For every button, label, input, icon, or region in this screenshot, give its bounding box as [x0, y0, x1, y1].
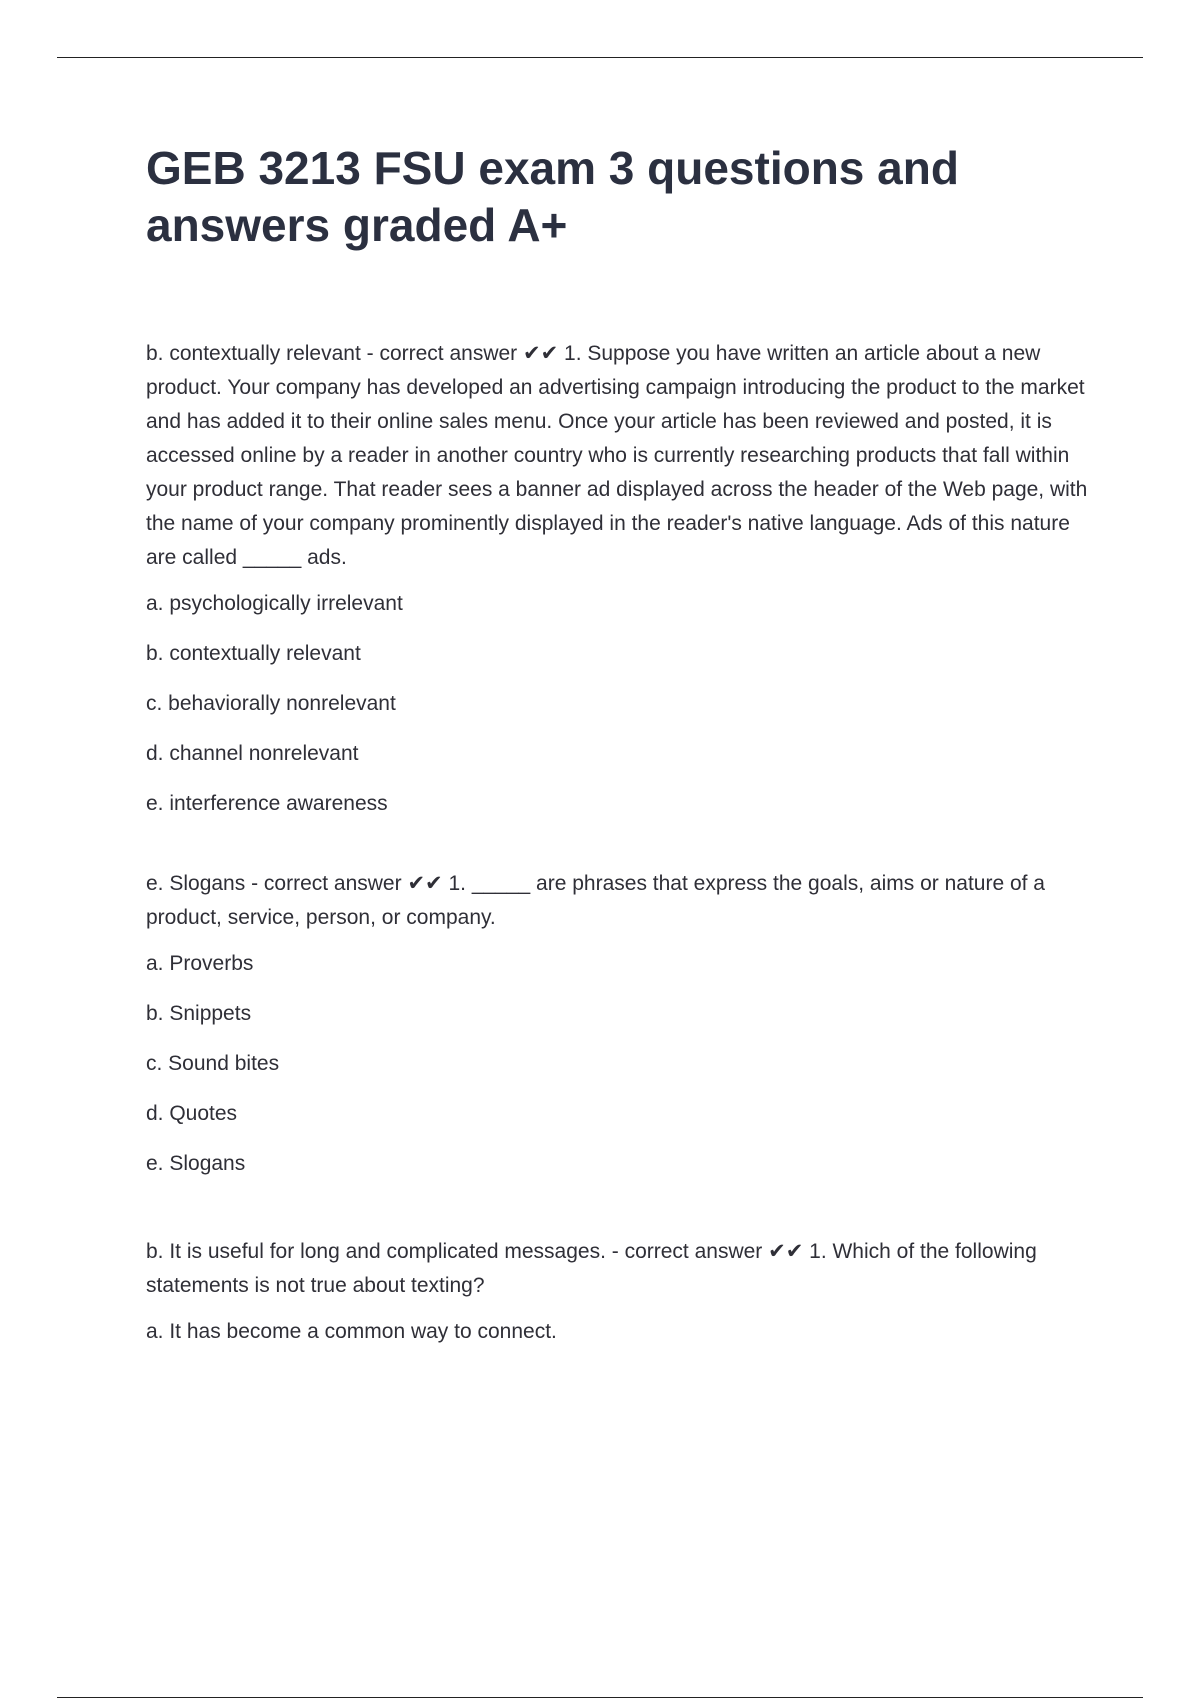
question-text: e. Slogans - correct answer ✔✔ 1. _____ are phrases that express the goals, aims or nature of a product, service, person, or company.: [146, 872, 1045, 929]
answer-option: d. channel nonrelevant: [146, 742, 359, 765]
bottom-rule: [57, 1697, 1143, 1698]
answer-option: b. Snippets: [146, 1002, 252, 1025]
answer-option: a. psychologically irrelevant: [146, 592, 403, 615]
answer-option: a. It has become a common way to connect.: [146, 1320, 557, 1343]
document-title: GEB 3213 FSU exam 3 questions and answers graded A+: [146, 142, 959, 251]
document-body: [146, 140, 1096, 1365]
answer-option: c. Sound bites: [146, 1052, 280, 1075]
top-rule: [57, 57, 1143, 58]
question-block-3: [146, 1235, 1096, 1349]
question-block-1: [146, 337, 1096, 821]
answer-option: a. Proverbs: [146, 952, 254, 975]
question-block-2: [146, 867, 1096, 1181]
answer-option: e. Slogans: [146, 1152, 246, 1175]
answer-option: d. Quotes: [146, 1102, 238, 1125]
answer-option: b. contextually relevant: [146, 642, 361, 665]
answer-option: c. behaviorally nonrelevant: [146, 692, 396, 715]
answer-option: e. interference awareness: [146, 792, 388, 815]
question-text: b. It is useful for long and complicated messages. - correct answer ✔✔ 1. Which of the following statements is not true about texting?: [146, 1240, 1037, 1297]
question-text: b. contextually relevant - correct answer ✔✔ 1. Suppose you have written an article about a new product. Your company has developed an advertising campaign introducing the product to the market and has added it to their online sales menu. Once your article has been reviewed and posted, it is accessed online by a reader in another country who is currently researching products that fall within your product range. That reader sees a banner ad displayed across the header of the Web page, with the name of your company prominently displayed in the reader's native language. Ads of this nature are called _____ ads.: [146, 342, 1088, 569]
